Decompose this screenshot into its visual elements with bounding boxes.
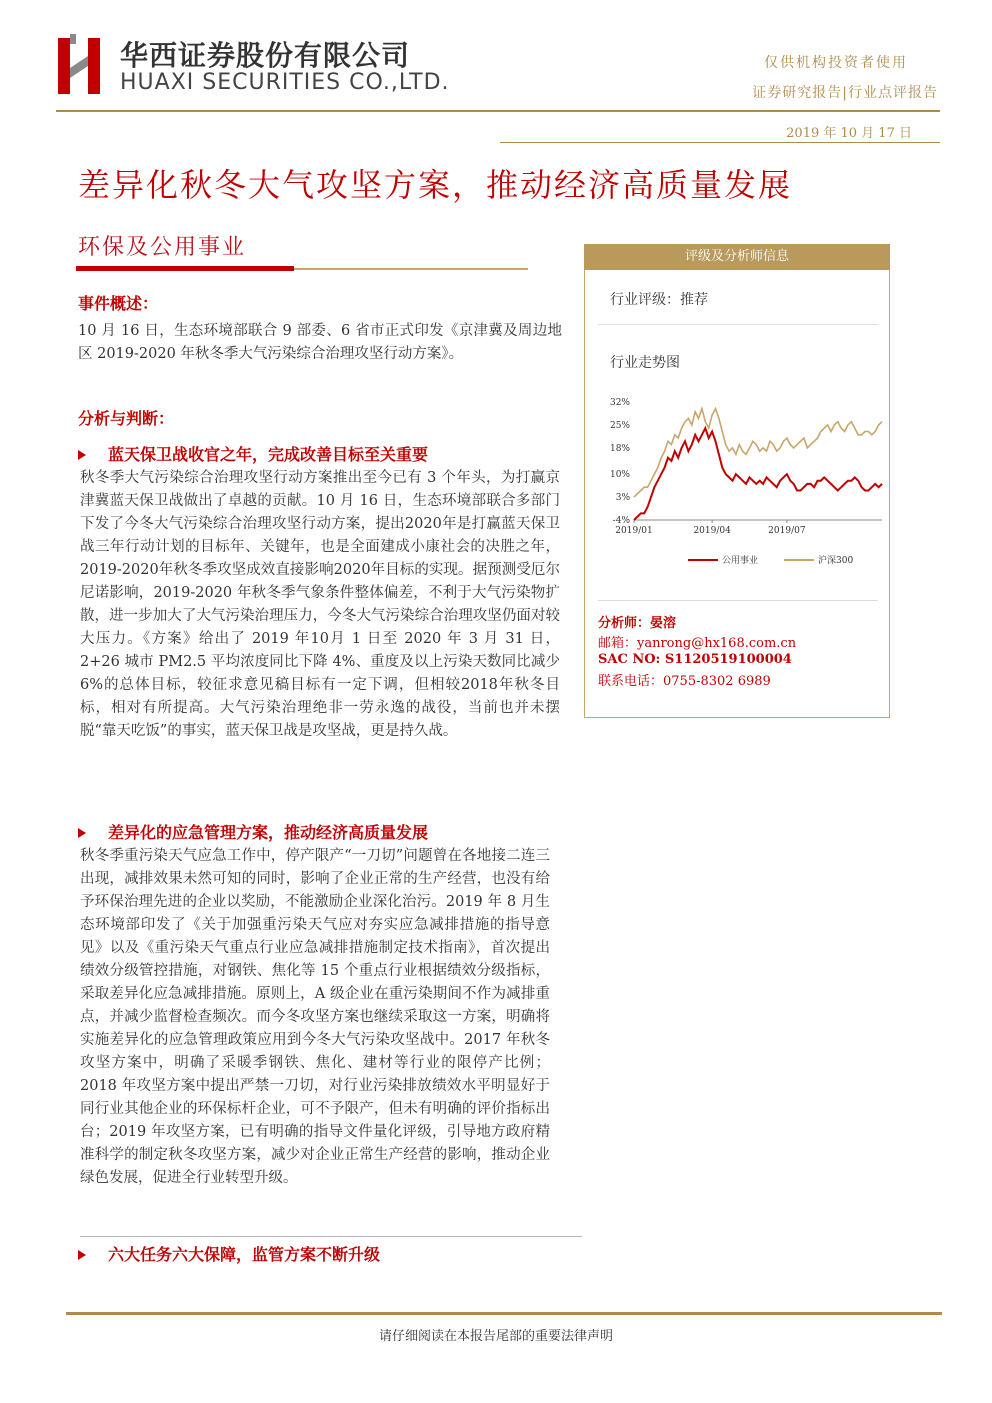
chart-title: 行业走势图 xyxy=(610,355,680,371)
analyst-phone: 联系电话：0755-8302 6989 xyxy=(598,674,771,689)
footer-rule xyxy=(66,1312,942,1315)
y-tick-label: 18% xyxy=(609,443,630,454)
panel-divider xyxy=(598,600,878,601)
event-text: 10 月 16 日，生态环境部联合 9 部委、6 省市正式印发《京津冀及周边地区 2019-2020 年秋冬季大气污染综合治理攻坚行动方案》。 xyxy=(78,323,562,362)
series-line-0 xyxy=(634,428,882,520)
sector-rule xyxy=(294,268,528,270)
section-heading-text: 蓝天保卫战收官之年，完成改善目标至关重要 xyxy=(108,445,429,464)
trend-chart-svg xyxy=(596,390,888,580)
header-rule xyxy=(56,110,940,112)
trend-chart xyxy=(596,390,888,580)
date-rule xyxy=(500,142,940,143)
bullet-triangle-icon xyxy=(78,450,86,460)
company-logo xyxy=(58,34,98,96)
analyst-email: 邮箱：yanrong@hx168.com.cn xyxy=(598,636,797,651)
section-text: 秋冬季重污染天气应急工作中，停产限产“一刀切”问题曾在各地接二连三出现，减排效果未然可知的同时，影响了企业正常的生产经营，也没有给予环保治理先进的企业以奖励，不能激励企业深化治污。2019 年 8 月生态环境部印发了《关于加强重污染天气应对夯实应急减排措施的指导意见》以及《重污染天气重点行业应急减排措施制定技术指南》，首次提出绩效分级管控措施，对钢铁、焦化等 15 个重点行业根据绩效分级指标，采取差异化应急减排措施。原则上，A 级企业在重污染期间不作为减排重点，并减少监督检查频次。而今冬攻坚方案也继续采取这一方案，明确将实施差异化的应急管理政策应用到今冬大气污染攻坚战中。2017 年秋冬攻坚方案中，明确了采暖季钢铁、焦化、建材等行业的限停产比例；2018 年攻坚方案中提出严禁一刀切，对行业污染排放绩效水平明显好于同行业其他企业的环保标杆企业，可不予限产，但未有明确的评价指标出台；2019 年攻坚方案，已有明确的指导文件量化评级，引导地方政府精准科学的制定秋冬攻坚方案，减少对企业正常生产经营的影响，推动企业绿色发展，促进全行业转型升级。 xyxy=(80,848,550,1186)
report-title: 差异化秋冬大气攻坚方案，推动经济高质量发展 xyxy=(78,166,793,204)
report-type: 证券研究报告|行业点评报告 xyxy=(752,85,938,101)
legend-label: 沪深300 xyxy=(818,556,854,566)
bullet-triangle-icon xyxy=(78,1250,86,1260)
company-name-en: HUAXI SECURITIES CO.,LTD. xyxy=(120,70,450,95)
section-heading xyxy=(78,1242,380,1265)
x-tick-label: 2019/01 xyxy=(615,526,653,536)
panel-divider xyxy=(598,324,878,325)
usage-note: 仅供机构投资者使用 xyxy=(764,55,908,71)
section-heading xyxy=(78,442,428,465)
company-name-cn: 华西证券股份有限公司 xyxy=(120,39,411,72)
analyst-name: 分析师：晏溶 xyxy=(598,616,677,631)
analyst-sac: SAC NO: S1120519100004 xyxy=(598,652,792,667)
section-heading xyxy=(78,820,428,843)
section-text: 秋冬季大气污染综合治理攻坚行动方案推出至今已有 3 个年头，为打赢京津冀蓝天保卫战做出了卓越的贡献。10 月 16 日，生态环境部联合多部门下发了今冬大气污染综合治理攻坚行动方案，提出2020年是打赢蓝天保卫战三年行动计划的目标年、关键年，也是全面建成小康社会的决胜之年，2019-2020年秋冬季攻坚成效直接影响2020年目标的实现。据预测受厄尔尼诺影响，2019-2020 年秋冬季气象条件整体偏差，不利于大气污染物扩散，进一步加大了大气污染治理压力，今冬大气污染综合治理攻坚仍面对较大压力。《方案》给出了 2019 年10月 1 日至 2020 年 3 月 31 日，2+26 城市 PM2.5 平均浓度同比下降 4%、重度及以上污染天数同比减少 6%的总体目标，较征求意见稿目标有一定下调，但相较2018年秋冬目标，相对有所提高。大气污染治理绝非一劳永逸的战役，当前也并未摆脱“靠天吃饭”的事实，蓝天保卫战是攻坚战，更是持久战。 xyxy=(80,470,560,739)
y-tick-label: 25% xyxy=(609,420,630,431)
x-tick-label: 2019/04 xyxy=(693,526,731,536)
y-tick-label: 10% xyxy=(609,470,630,481)
section-heading-text: 差异化的应急管理方案，推动经济高质量发展 xyxy=(108,823,429,842)
report-date: 2019 年 10 月 17 日 xyxy=(786,126,912,141)
panel-title: 评级及分析师信息 xyxy=(584,244,890,270)
section-heading-text: 六大任务六大保障，监管方案不断升级 xyxy=(108,1245,381,1264)
footer-disclaimer: 请仔细阅读在本报告尾部的重要法律声明 xyxy=(378,1329,613,1344)
sector-name: 环保及公用事业 xyxy=(78,235,247,260)
y-tick-label: -4% xyxy=(612,516,630,526)
event-heading: 事件概述： xyxy=(78,294,159,313)
x-tick-label: 2019/07 xyxy=(768,526,806,536)
y-tick-label: 32% xyxy=(609,398,630,408)
y-tick-label: 3% xyxy=(615,493,630,504)
section-divider xyxy=(80,1236,582,1237)
rating-label: 行业评级：推荐 xyxy=(610,292,708,308)
bullet-triangle-icon xyxy=(78,828,86,838)
analysis-heading: 分析与判断： xyxy=(78,409,175,428)
legend-label: 公用事业 xyxy=(722,556,759,566)
sector-bar xyxy=(76,266,294,271)
